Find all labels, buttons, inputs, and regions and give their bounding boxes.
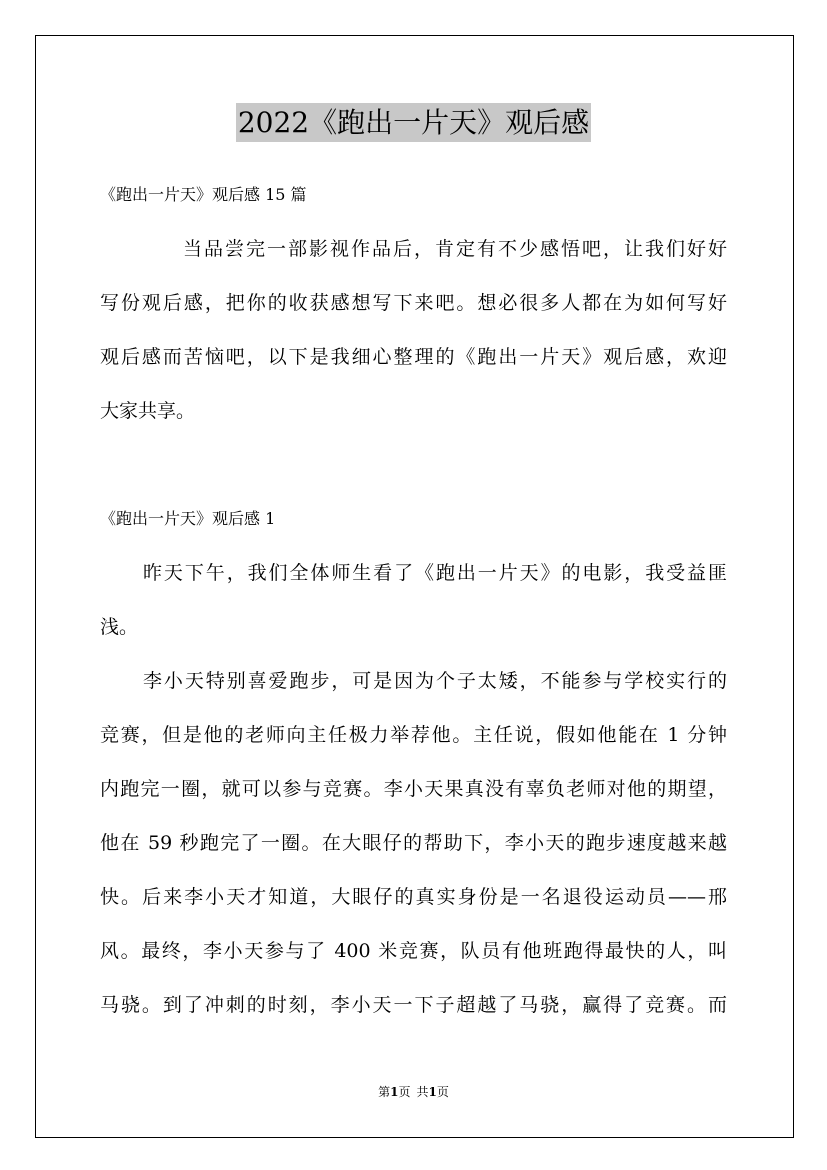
footer-total-pages: 1	[428, 1085, 437, 1099]
footer-current-page: 1	[390, 1085, 399, 1099]
paragraph-line: 浅。	[100, 616, 139, 638]
blank-line	[100, 438, 727, 492]
footer-total-suffix: 页	[436, 1085, 449, 1099]
section-heading: 《跑出一片天》观后感 1	[100, 509, 276, 528]
paragraph-line: 风。最终，李小天参与了 400 米竞赛，队员有他班跑得最快的人，叫	[100, 940, 727, 962]
paragraph-line: 快。后来李小天才知道，大眼仔的真实身份是一名退役运动员——邢	[100, 886, 727, 908]
paragraph-line: 李小天特别喜爱跑步，可是因为个子太矮，不能参与学校实行的	[143, 670, 727, 692]
document-title: 2022《跑出一片天》观后感	[236, 103, 591, 142]
document-body	[100, 168, 727, 1032]
footer-page-prefix: 第	[378, 1085, 391, 1099]
paragraph-line: 马骁。到了冲刺的时刻，李小天一下子超越了马骁，赢得了竞赛。而	[100, 994, 727, 1016]
intro-line: 大家共享。	[100, 400, 196, 422]
footer-total-prefix: 共	[416, 1085, 429, 1099]
intro-line: 观后感而苦恼吧，以下是我细心整理的《跑出一片天》观后感，欢迎	[100, 346, 727, 368]
paragraph-line: 竞赛，但是他的老师向主任极力举荐他。主任说，假如他能在 1 分钟	[100, 724, 727, 746]
footer-page-suffix: 页	[398, 1085, 411, 1099]
intro-line: 写份观后感，把你的收获感想写下来吧。想必很多人都在为如何写好	[100, 292, 727, 314]
paragraph-line: 内跑完一圈，就可以参与竞赛。李小天果真没有辜负老师对他的期望，	[100, 778, 727, 800]
title-block	[0, 103, 827, 142]
page-footer	[0, 1082, 827, 1102]
document-subtitle: 《跑出一片天》观后感 15 篇	[100, 185, 307, 204]
paragraph-line: 昨天下午，我们全体师生看了《跑出一片天》的电影，我受益匪	[143, 562, 727, 584]
intro-line: 当品尝完一部影视作品后，肯定有不少感悟吧，让我们好好	[183, 238, 727, 260]
paragraph-line: 他在 59 秒跑完了一圈。在大眼仔的帮助下，李小天的跑步速度越来越	[100, 832, 727, 854]
